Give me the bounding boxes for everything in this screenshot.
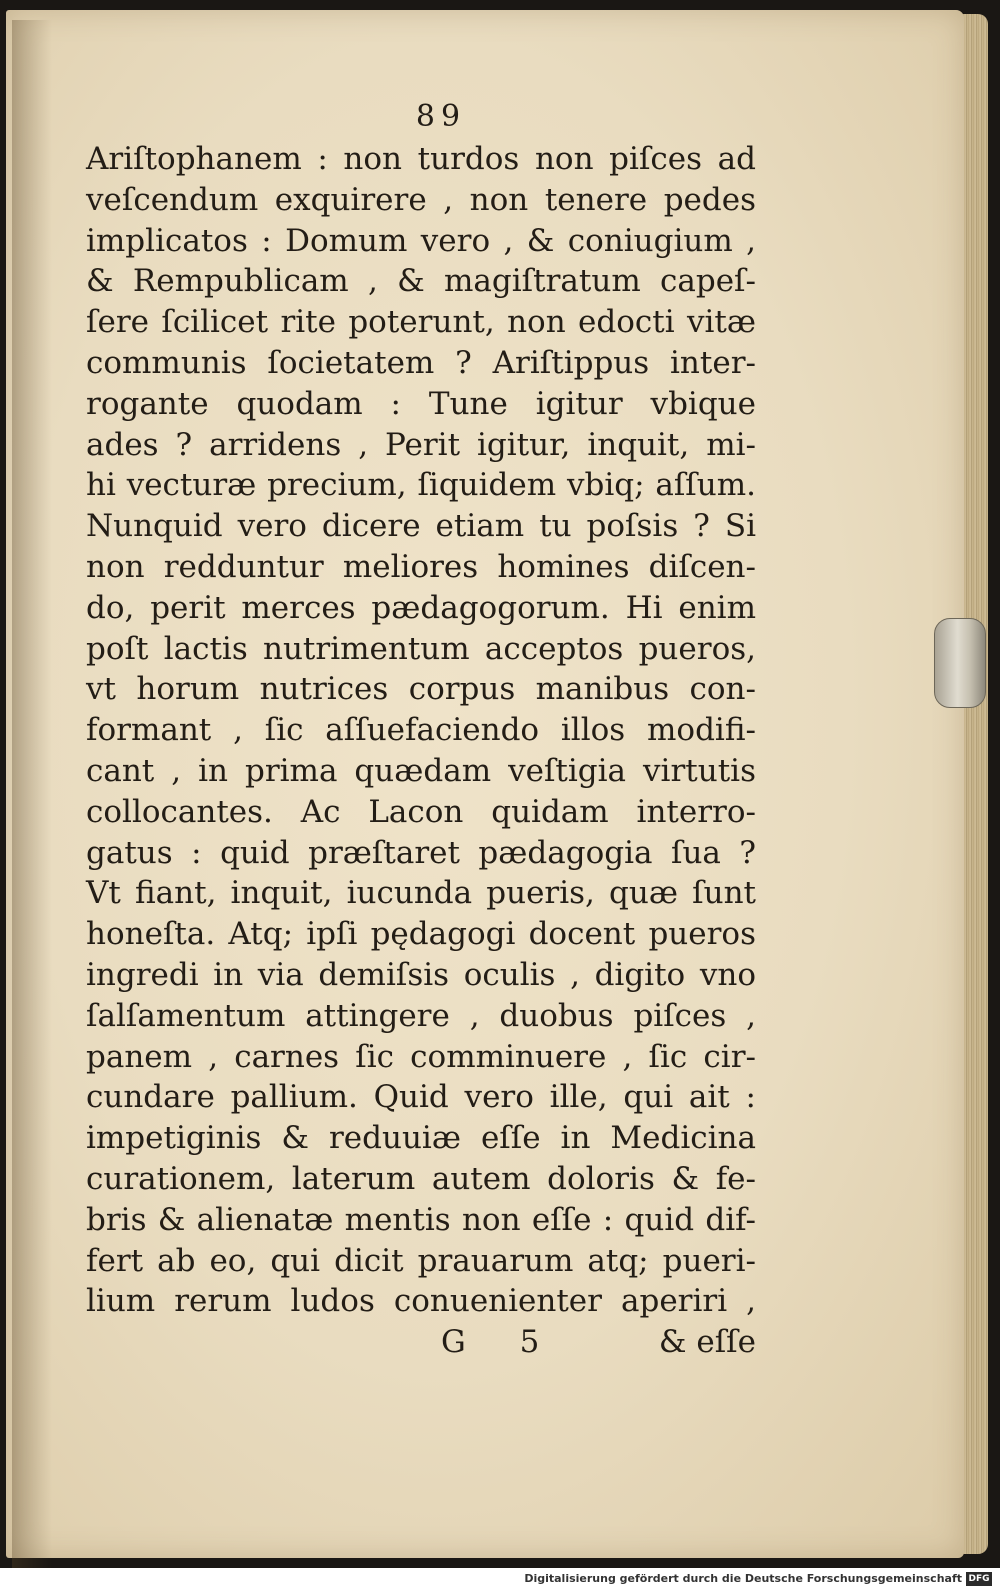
book-page-edges (962, 14, 988, 1554)
text-line: formant , ſic aſſuefaciendo illos modifi- (86, 712, 756, 749)
text-line: gatus : quid præſtaret pædagogia ſua ? (86, 834, 756, 871)
page-clip (934, 618, 986, 708)
signature-mark: G 5 (441, 1324, 562, 1361)
text-line: hi vecturæ precium, ſiquidem vbiq; aſſum. (86, 467, 756, 504)
text-line: poſt lactis nutrimentum acceptos pueros, (86, 630, 756, 667)
footer (0, 1568, 1000, 1591)
text-line: ingredi in via demiſsis oculis , digito vno (86, 956, 756, 993)
text-line: cundare pallium. Quid vero ille, qui ait : (86, 1079, 756, 1116)
text-line: implicatos : Domum vero , & coniugium , (86, 222, 756, 259)
text-line: communis ſocietatem ? Ariſtippus inter- (86, 344, 756, 381)
dfg-logo: DFG (966, 1572, 992, 1586)
text-line: panem , carnes ſic comminuere , ſic cir- (86, 1038, 756, 1075)
page-number: 89 (415, 99, 467, 134)
text-line: lium rerum ludos conuenienter aperiri , (86, 1283, 756, 1320)
text-line: fert ab eo, qui dicit prauarum atq; pueri- (86, 1242, 756, 1279)
footer-credit: Digitalisierung gefördert durch die Deutsche Forschungsgemeinschaft (524, 1572, 962, 1585)
text-line: ſere ſcilicet rite poterunt, non edocti vitæ (86, 304, 756, 341)
text-line: non redduntur meliores homines diſcen- (86, 548, 756, 585)
text-line: Vt fiant, inquit, iucunda pueris, quæ ſunt (86, 875, 756, 912)
text-line: vt horum nutrices corpus manibus con- (86, 671, 756, 708)
text-line: cant , in prima quædam veſtigia virtutis (86, 752, 756, 789)
text-line: Nunquid vero dicere etiam tu poſsis ? Si (86, 508, 756, 545)
text-line: curationem, laterum autem doloris & fe- (86, 1160, 756, 1197)
text-line: collocantes. Ac Lacon quidam interro- (86, 793, 756, 830)
catchword: & eſſe (658, 1324, 756, 1361)
text-line: bris & alienatæ mentis non eſſe : quid dif- (86, 1201, 756, 1238)
gutter-shadow (12, 20, 52, 1568)
text-line: rogante quodam : Tune igitur vbique (86, 385, 756, 422)
text-line: impetiginis & reduuiæ eſſe in Medicina (86, 1120, 756, 1157)
book-page (6, 10, 964, 1558)
text-line: Ariſtophanem : non turdos non piſces ad (86, 141, 756, 177)
text-line: honeſta. Atq; ipſi pędagogi docent pueros (86, 916, 756, 953)
text-line: do, perit merces pædagogorum. Hi enim (86, 589, 756, 626)
text-line: ades ? arridens , Perit igitur, inquit, mi- (86, 426, 756, 463)
text-block (86, 95, 756, 1362)
text-line: veſcendum exquirere , non tenere pedes (86, 181, 756, 218)
text-lines (86, 139, 756, 1322)
text-line: & Rempublicam , & magiſtratum capeſ- (86, 263, 756, 300)
signature-line (86, 1322, 756, 1362)
text-line: ſalſamentum attingere , duobus piſces , (86, 997, 756, 1034)
